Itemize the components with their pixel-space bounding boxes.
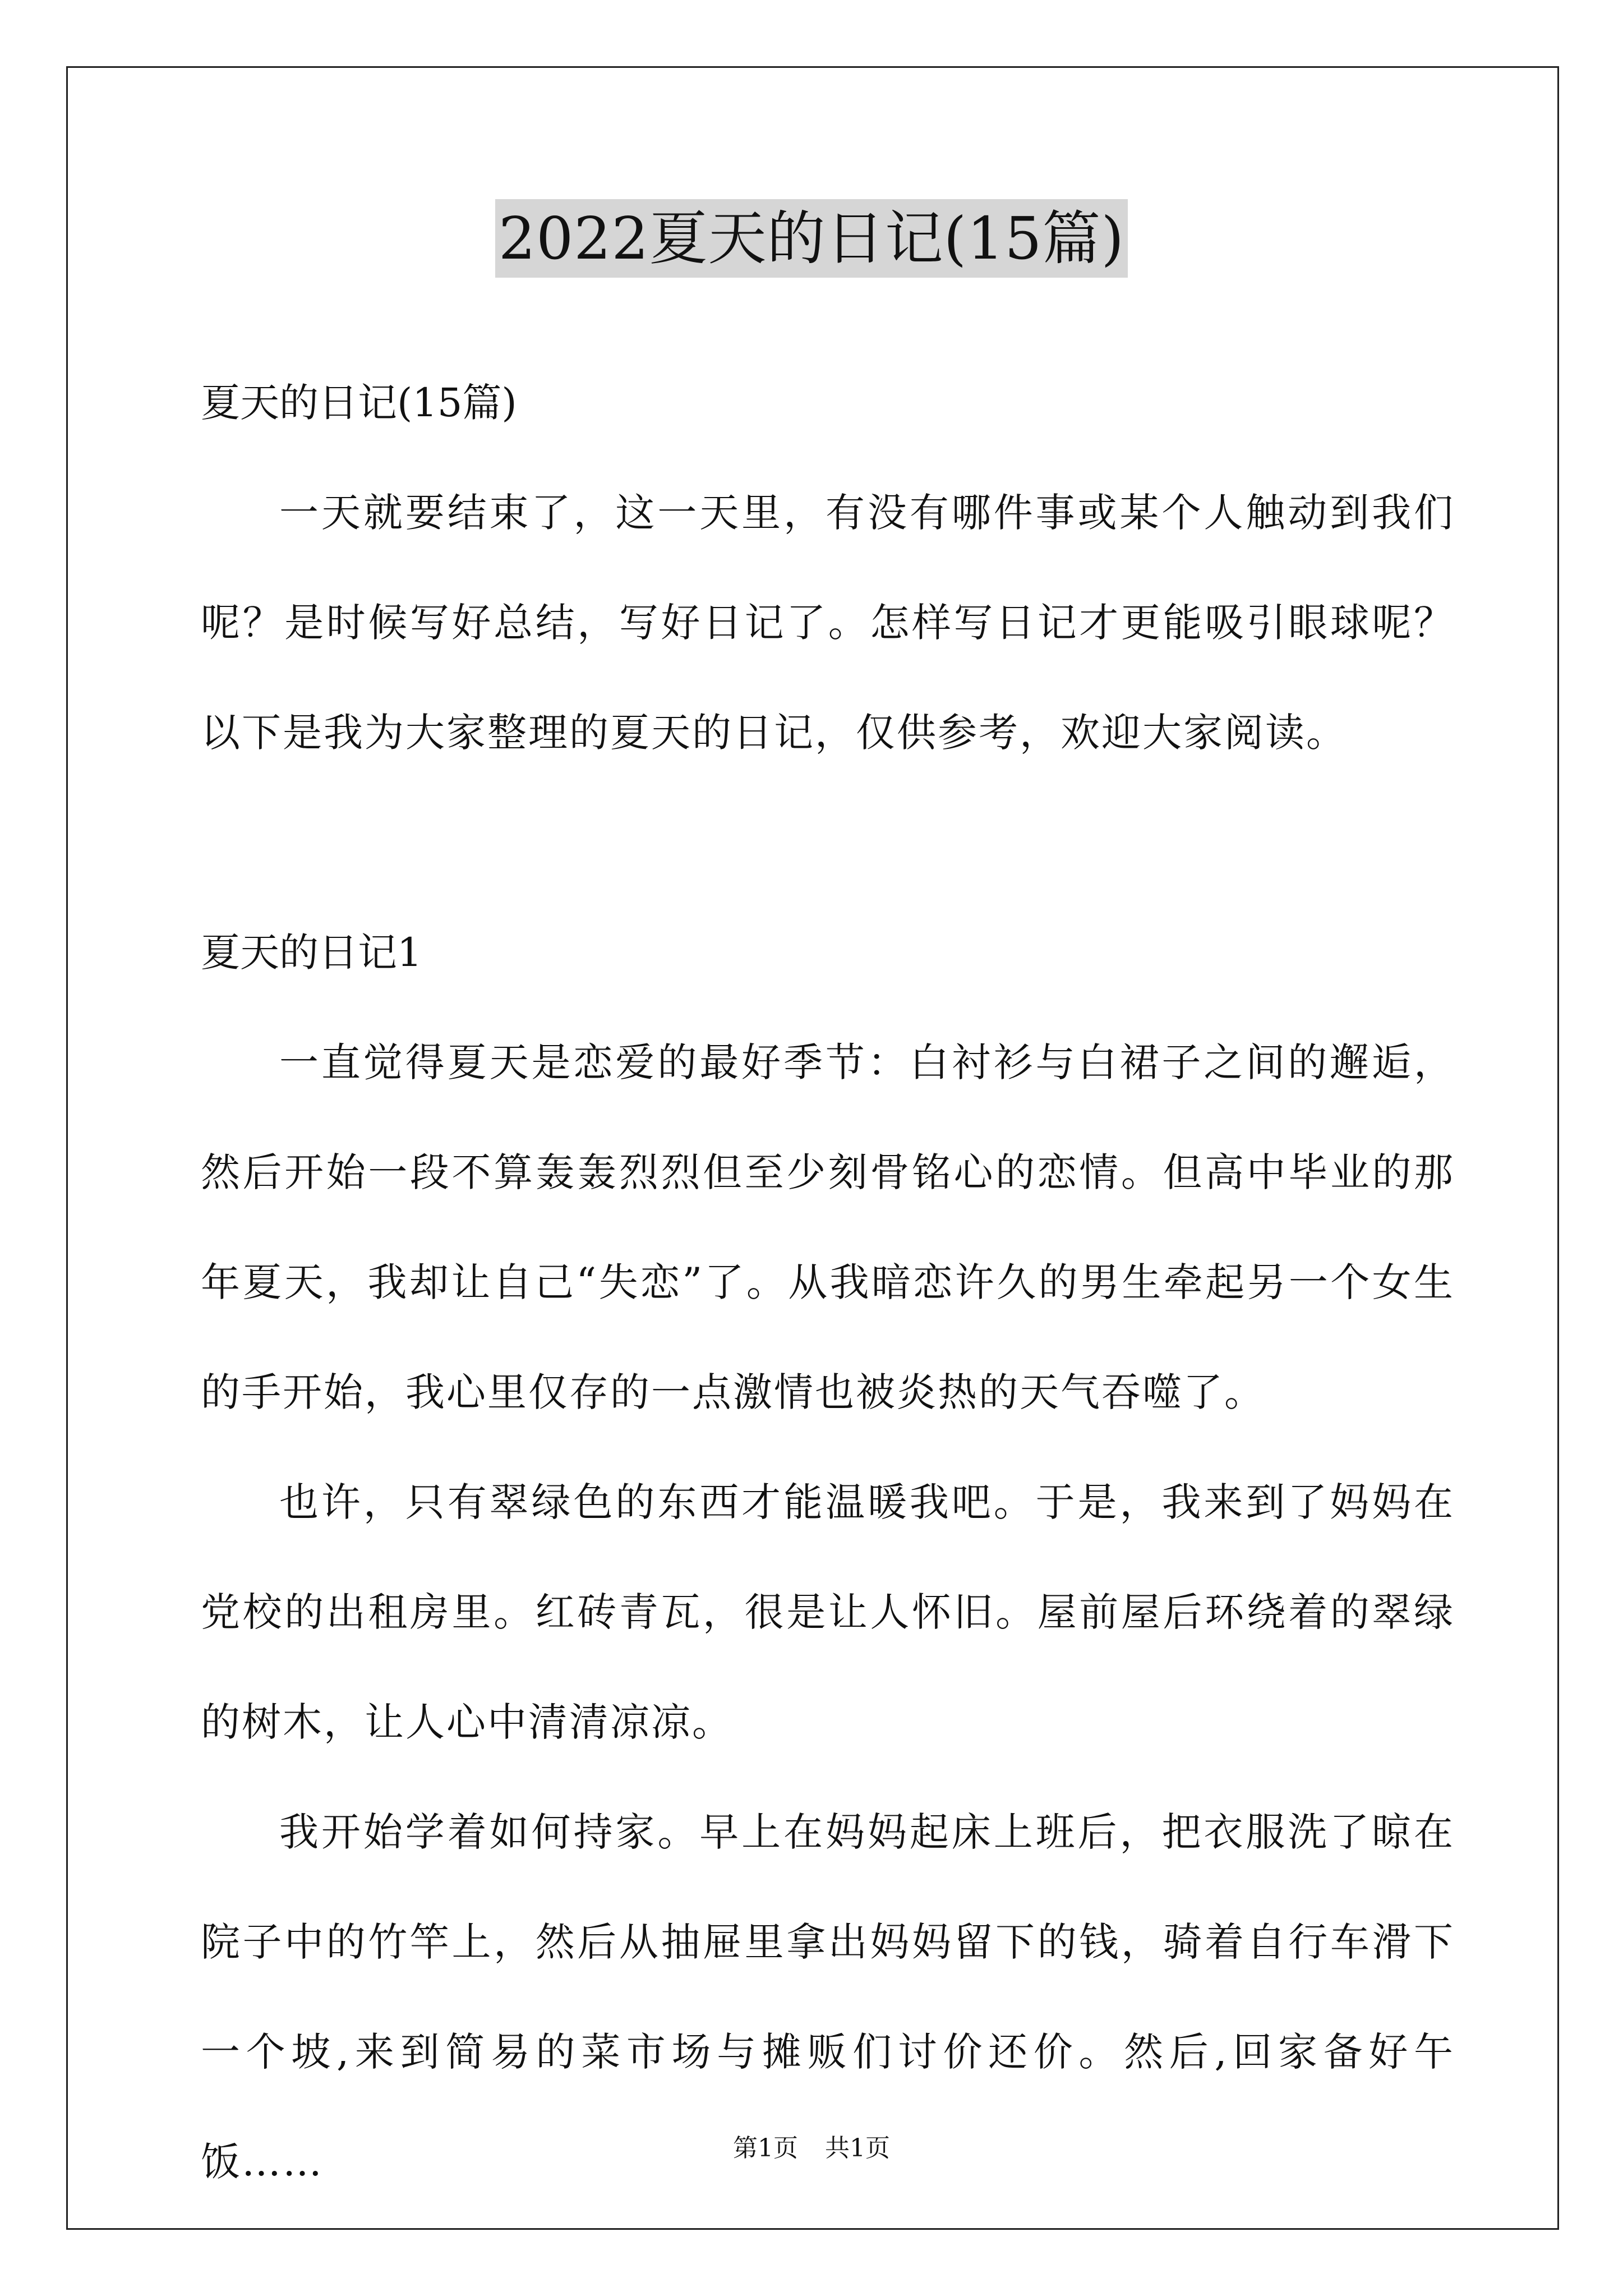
body-paragraph-1: 一直觉得夏天是恋爱的最好季节：白衬衫与白裙子之间的邂逅，然后开始一段不算轰轰烈烈但至少刻骨铭心的恋情。但高中毕业的那年夏天，我却让自己“失恋”了。从我暗恋许久的男生牵起另一个女生的手开始，我心里仅存的一点激情也被炎热的天气吞噬了。 [201, 1039, 1455, 1415]
title-wrap [0, 199, 1623, 278]
document-body [201, 348, 1455, 2217]
body-paragraph-3: 我开始学着如何持家。早上在妈妈起床上班后，把衣服洗了晾在院子中的竹竿上，然后从抽屉里拿出妈妈留下的钱，骑着自行车滑下一个坡,来到简易的菜市场与摊贩们讨价还价。然后,回家备好午饭…… [201, 1809, 1455, 2185]
body-paragraph-2: 也许，只有翠绿色的东西才能温暖我吧。于是，我来到了妈妈在党校的出租房里。红砖青瓦，很是让人怀旧。屋前屋后环绕着的翠绿的树木，让人心中清清凉凉。 [201, 1479, 1455, 1745]
page-footer [0, 2132, 1623, 2165]
page-number-total: 共1页 [825, 2134, 890, 2162]
intro-paragraph: 一天就要结束了，这一天里，有没有哪件事或某个人触动到我们呢？是时候写好总结，写好日记了。怎样写日记才更能吸引眼球呢？以下是我为大家整理的夏天的日记，仅供参考，欢迎大家阅读。 [201, 490, 1455, 756]
blank-line [201, 788, 1455, 898]
document-title: 2022夏天的日记(15篇) [495, 199, 1128, 278]
document-subtitle: 夏天的日记(15篇) [201, 380, 517, 426]
page-number-current: 第1页 [733, 2134, 798, 2162]
section-heading: 夏天的日记1 [201, 930, 422, 976]
